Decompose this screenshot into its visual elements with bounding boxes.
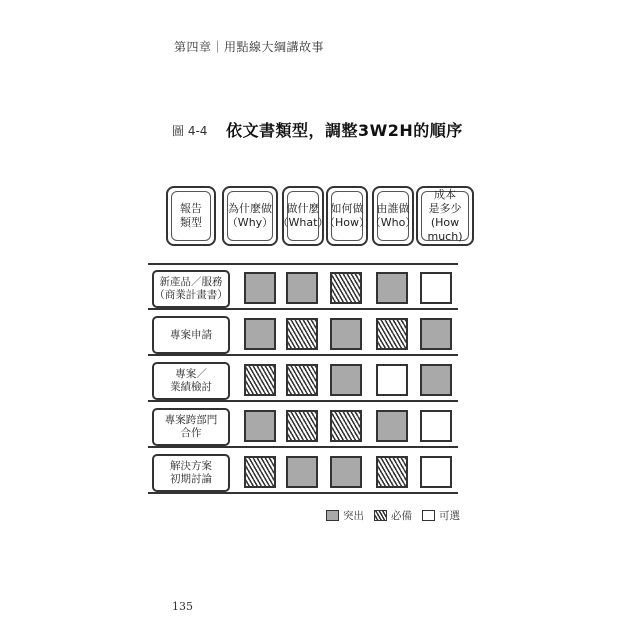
- column-header-label: 由誰做 （Who）: [369, 202, 417, 229]
- legend-item-required: [374, 508, 412, 523]
- figure-label: 圖 4-4: [172, 124, 208, 138]
- cell-required: [286, 364, 318, 396]
- cell-prominent: [420, 318, 452, 350]
- legend: [326, 508, 470, 523]
- row-divider: [148, 400, 458, 402]
- cell-optional: [420, 410, 452, 442]
- cell-prominent: [244, 410, 276, 442]
- column-header-2: [277, 186, 329, 246]
- cell-optional: [376, 364, 408, 396]
- legend-item-optional: [422, 508, 460, 523]
- column-header-3: [326, 186, 368, 246]
- cell-required: [376, 456, 408, 488]
- legend-optional-label: 可選: [439, 510, 460, 522]
- optional-swatch: [422, 510, 435, 521]
- cell-required: [286, 410, 318, 442]
- cell-prominent: [244, 272, 276, 304]
- cell-prominent: [330, 364, 362, 396]
- cell-required: [330, 272, 362, 304]
- row-label-text: 專案／ 業績檢討: [170, 368, 212, 393]
- cell-prominent: [420, 364, 452, 396]
- legend-required-label: 必備: [391, 510, 412, 522]
- column-header-label: 如何做 （How）: [324, 202, 370, 229]
- page-number: 135: [172, 600, 193, 613]
- cell-prominent: [286, 456, 318, 488]
- column-header-0: [166, 186, 216, 246]
- cell-prominent: [286, 272, 318, 304]
- row-divider: [148, 308, 458, 310]
- row-divider: [148, 354, 458, 356]
- row-divider: [148, 446, 458, 448]
- row-label-3: [152, 408, 230, 446]
- required-swatch: [374, 510, 387, 521]
- figure-title: 依文書類型，調整3W2H的順序: [226, 121, 463, 140]
- chapter-heading: 第四章｜用點線大綱講故事: [174, 40, 325, 54]
- legend-prominent-label: 突出: [343, 510, 364, 522]
- cell-prominent: [330, 456, 362, 488]
- row-label-2: [152, 362, 230, 400]
- column-header-4: [369, 186, 417, 246]
- column-header-label: 報告 類型: [180, 202, 202, 229]
- cell-required: [376, 318, 408, 350]
- cell-optional: [420, 272, 452, 304]
- row-label-text: 解決方案 初期討論: [170, 460, 212, 485]
- cell-prominent: [330, 318, 362, 350]
- column-header-label: 做什麼 （What）: [277, 202, 329, 229]
- cell-required: [330, 410, 362, 442]
- prominent-swatch: [326, 510, 339, 521]
- row-label-4: [152, 454, 230, 492]
- row-label-0: [152, 270, 230, 308]
- row-divider: [148, 492, 458, 494]
- legend-item-prominent: [326, 508, 364, 523]
- row-divider: [148, 263, 458, 265]
- row-label-text: 專案跨部門 合作: [164, 414, 218, 439]
- row-label-1: [152, 316, 230, 354]
- column-header-5: [416, 186, 474, 246]
- cell-prominent: [244, 318, 276, 350]
- column-header-1: [222, 186, 278, 246]
- cell-required: [244, 456, 276, 488]
- column-header-label: 為什麼做 （Why）: [226, 202, 274, 229]
- column-header-label: 成本 是多少 (How much): [427, 188, 463, 243]
- cell-prominent: [376, 272, 408, 304]
- cell-required: [286, 318, 318, 350]
- cell-optional: [420, 456, 452, 488]
- cell-prominent: [376, 410, 408, 442]
- cell-required: [244, 364, 276, 396]
- row-label-text: 新產品／服務 （商業計畫書）: [154, 276, 228, 301]
- row-label-text: 專案申請: [170, 328, 212, 341]
